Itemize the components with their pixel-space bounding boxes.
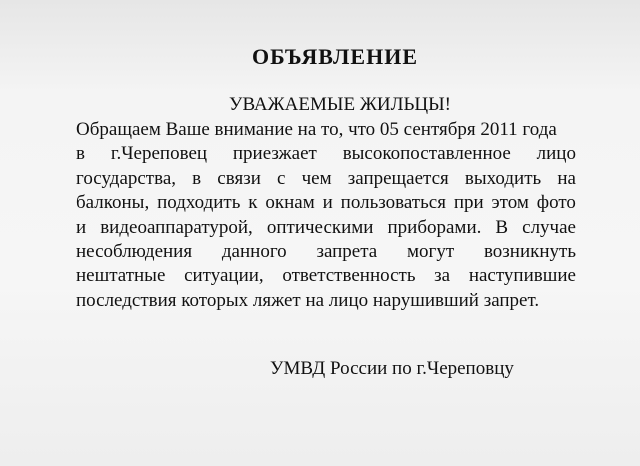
body-word: с <box>277 167 286 189</box>
body-word: при <box>453 192 484 214</box>
body-word: выходить <box>464 167 542 189</box>
body-line-6 <box>76 240 576 264</box>
body-word: подходить <box>157 192 241 214</box>
body-word: в <box>76 143 85 165</box>
body-word: видеоаппаратурой, <box>100 216 253 238</box>
body-word: возникнуть <box>483 241 576 263</box>
body-word: приборами. <box>387 216 482 238</box>
body-word: на <box>557 167 576 189</box>
body-word: лицо <box>536 143 576 165</box>
body-word: г.Череповец <box>110 143 208 165</box>
body-word: наступившие <box>468 265 576 287</box>
body-word: случае <box>522 216 576 238</box>
body-word: государства, <box>76 167 177 189</box>
body-word: могут <box>407 241 455 263</box>
body-word: оптическими <box>266 216 374 238</box>
body-line-7 <box>76 264 576 288</box>
notice-body <box>76 118 576 313</box>
body-word: за <box>434 265 451 287</box>
body-word: данного <box>221 241 287 263</box>
notice-title: ОБЪЯВЛЕНИЕ <box>251 44 419 69</box>
body-word: запрещается <box>347 167 449 189</box>
body-word: пользоваться <box>340 192 446 214</box>
body-word: В <box>495 216 509 238</box>
body-word: окнам <box>265 192 315 214</box>
body-line-3 <box>76 167 576 191</box>
body-line-1 <box>76 118 576 142</box>
body-line-8 <box>76 289 576 313</box>
body-word: нештатные <box>76 265 166 287</box>
body-word: фото <box>536 192 576 214</box>
body-text-segment: последствия которых ляжет на лицо нарушивший запрет. <box>76 289 540 311</box>
body-word: балконы, <box>76 192 150 214</box>
body-word: запрета <box>316 241 378 263</box>
body-line-5 <box>76 216 576 240</box>
body-word: чем <box>301 167 332 189</box>
body-word: к <box>248 192 258 214</box>
body-word: и <box>76 216 87 238</box>
body-word: ситуации, <box>184 265 264 287</box>
body-line-2 <box>76 142 576 166</box>
body-word: высокопоставленное <box>342 143 511 165</box>
body-word: приезжает <box>232 143 317 165</box>
body-word: в <box>192 167 202 189</box>
body-word: ответственность <box>282 265 416 287</box>
body-line-4 <box>76 191 576 215</box>
body-word: этом <box>491 192 529 214</box>
notice-greeting: УВАЖАЕМЫЕ ЖИЛЬЦЫ! <box>229 94 451 115</box>
body-text-segment: Обращаем Ваше внимание на то, что 05 сентября 2011 года <box>76 119 557 140</box>
body-word: связи <box>217 167 261 189</box>
notice-signature: УМВД России по г.Череповцу <box>270 358 514 379</box>
body-word: и <box>322 192 333 214</box>
body-word: несоблюдения <box>76 241 193 263</box>
